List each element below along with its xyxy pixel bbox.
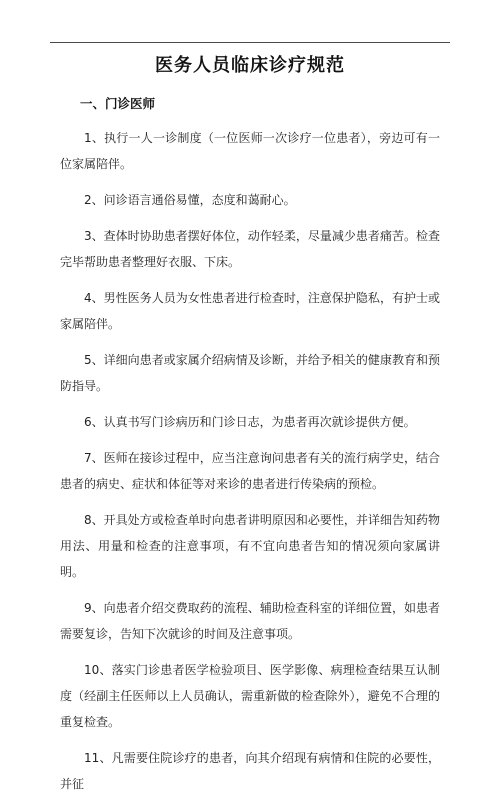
document-body [60,95,440,807]
section-heading: 一、门诊医师 [80,96,156,111]
paragraph-9: 9、向患者介绍交费取药的流程、辅助检查科室的详细位置，如患者需要复诊，告知下次就诊的时间及注意事项。 [60,601,440,641]
paragraph-6: 6、认真书写门诊病历和门诊日志，为患者再次就诊提供方便。 [84,415,416,429]
paragraph-10: 10、落实门诊患者医学检验项目、医学影像、病理检查结果互认制度（经副主任医师以上人员确认，需重新做的检查除外），避免不合理的重复检查。 [60,663,440,729]
paragraph-4: 4、男性医务人员为女性患者进行检查时，注意保护隐私，有护士或家属陪伴。 [60,291,440,331]
document-title: 医务人员临床诊疗规范 [155,55,345,76]
header-rule [50,42,450,43]
paragraph-8: 8、开具处方或检查单时向患者讲明原因和必要性，并详细告知药物用法、用量和检查的注意事项，有不宜向患者告知的情况须向家属讲明。 [60,513,440,579]
paragraph-5: 5、详细向患者或家属介绍病情及诊断，并给予相关的健康教育和预防指导。 [60,353,440,393]
paragraph-2: 2、问诊语言通俗易懂，态度和蔼耐心。 [84,193,296,207]
paragraph-3: 3、查体时协助患者摆好体位，动作轻柔，尽量减少患者痛苦。检查完毕帮助患者整理好衣服、下床。 [60,229,440,269]
paragraph-1: 1、执行一人一诊制度（一位医师一次诊疗一位患者），旁边可有一位家属陪伴。 [60,131,440,171]
paragraph-7: 7、医师在接诊过程中，应当注意询问患者有关的流行病学史，结合患者的病史、症状和体征等对来诊的患者进行传染病的预检。 [60,451,440,491]
paragraph-11: 11、凡需要住院诊疗的患者，向其介绍现有病情和住院的必要性，并征 [60,751,440,791]
